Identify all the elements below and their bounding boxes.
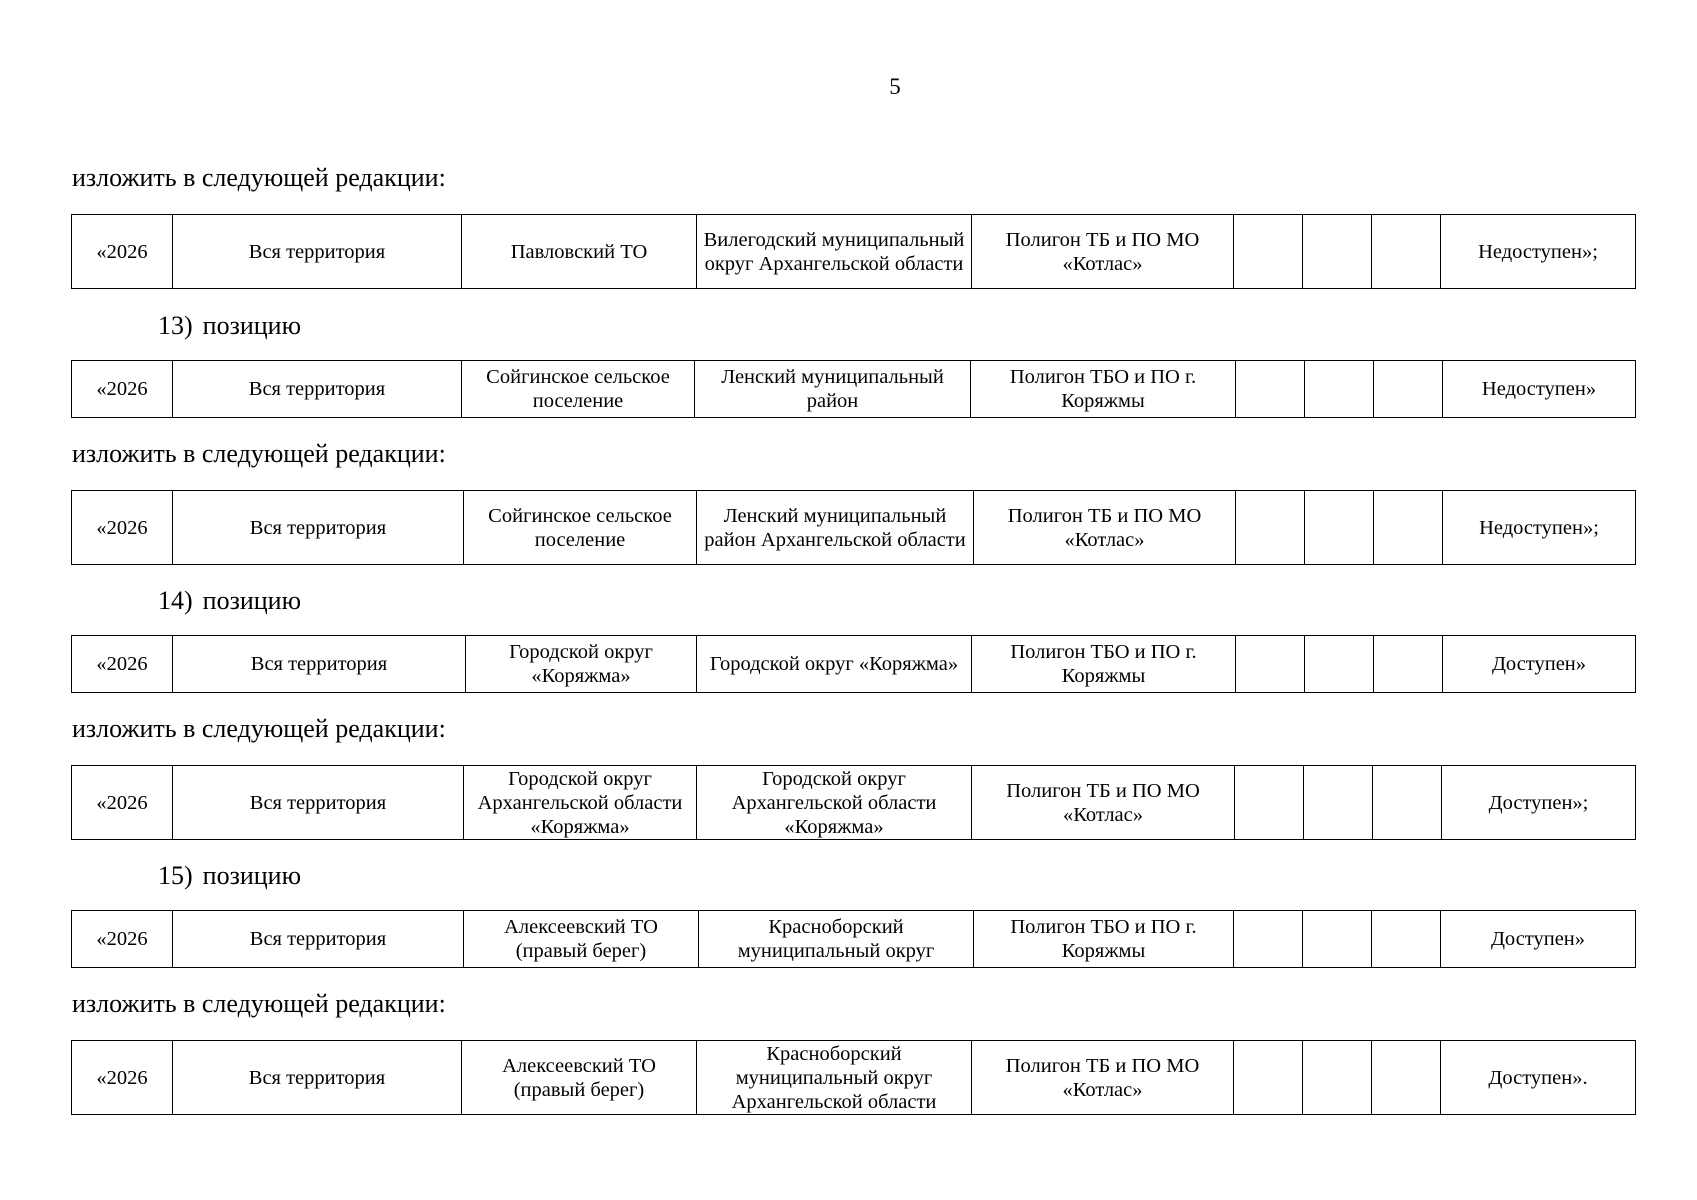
territory-cell: Вся территория	[173, 215, 462, 289]
landfill-cell: Полигон ТБ и ПО МО «Котлас»	[972, 766, 1235, 840]
table-row	[72, 491, 1636, 565]
register-table	[71, 490, 1636, 565]
table-row	[72, 911, 1636, 968]
territory-cell: Вся территория	[173, 1041, 462, 1115]
register-table	[71, 635, 1636, 693]
empty-cell	[1234, 911, 1303, 968]
landfill-cell: Полигон ТБ и ПО МО «Котлас»	[972, 215, 1234, 289]
district-cell: Красноборский муниципальный округ Архангельской области	[697, 1041, 972, 1115]
district-cell: Красноборский муниципальный округ	[699, 911, 974, 968]
settlement-cell: Сойгинское сельское поселение	[462, 361, 695, 418]
settlement-cell: Городской округ Архангельской области «Коряжма»	[464, 766, 697, 840]
availability-cell: Доступен».	[1441, 1041, 1636, 1115]
landfill-cell: Полигон ТБ и ПО МО «Котлас»	[972, 1041, 1234, 1115]
empty-cell	[1236, 491, 1305, 565]
landfill-cell: Полигон ТБО и ПО г. Коряжмы	[971, 361, 1236, 418]
empty-cell	[1305, 636, 1374, 693]
settlement-cell: Алексеевский ТО (правый берег)	[464, 911, 699, 968]
territory-cell: Вся территория	[173, 636, 466, 693]
empty-cell	[1374, 491, 1443, 565]
territory-cell: Вся территория	[173, 491, 464, 565]
table-row	[72, 361, 1636, 418]
empty-cell	[1374, 361, 1443, 418]
empty-cell	[1303, 1041, 1372, 1115]
landfill-cell: Полигон ТБО и ПО г. Коряжмы	[974, 911, 1234, 968]
item-number: 15)	[158, 861, 193, 890]
settlement-cell: Павловский ТО	[462, 215, 697, 289]
item-text: позицию	[202, 311, 302, 340]
district-cell: Ленский муниципальный район Архангельской области	[697, 491, 974, 565]
position-item	[158, 586, 301, 616]
empty-cell	[1373, 766, 1442, 840]
empty-cell	[1305, 491, 1374, 565]
availability-cell: Доступен»	[1441, 911, 1636, 968]
intro-text: изложить в следующей редакции:	[72, 989, 446, 1018]
empty-cell	[1303, 911, 1372, 968]
position-item	[158, 861, 301, 891]
empty-cell	[1303, 215, 1372, 289]
territory-cell: Вся территория	[173, 911, 464, 968]
empty-cell	[1304, 766, 1373, 840]
availability-cell: Недоступен»	[1443, 361, 1636, 418]
availability-cell: Доступен»	[1443, 636, 1636, 693]
table-row	[72, 766, 1636, 840]
empty-cell	[1372, 911, 1441, 968]
settlement-cell: Алексеевский ТО (правый берег)	[462, 1041, 697, 1115]
page-number: 5	[889, 74, 901, 99]
table-row	[72, 1041, 1636, 1115]
landfill-cell: Полигон ТБ и ПО МО «Котлас»	[974, 491, 1236, 565]
landfill-cell: Полигон ТБО и ПО г. Коряжмы	[972, 636, 1236, 693]
year-cell: «2026	[72, 911, 173, 968]
year-cell: «2026	[72, 215, 173, 289]
district-cell: Ленский муниципальный район	[695, 361, 971, 418]
empty-cell	[1374, 636, 1443, 693]
year-cell: «2026	[72, 491, 173, 565]
year-cell: «2026	[72, 361, 173, 418]
empty-cell	[1372, 1041, 1441, 1115]
intro-text: изложить в следующей редакции:	[72, 714, 446, 743]
territory-cell: Вся территория	[173, 766, 464, 840]
register-table	[71, 910, 1636, 968]
item-number: 13)	[158, 311, 193, 340]
year-cell: «2026	[72, 766, 173, 840]
empty-cell	[1236, 361, 1305, 418]
year-cell: «2026	[72, 636, 173, 693]
register-table	[71, 765, 1636, 840]
settlement-cell: Сойгинское сельское поселение	[464, 491, 697, 565]
intro-text: изложить в следующей редакции:	[72, 163, 446, 192]
empty-cell	[1305, 361, 1374, 418]
district-cell: Городской округ «Коряжма»	[697, 636, 972, 693]
register-table	[71, 1040, 1636, 1115]
empty-cell	[1234, 1041, 1303, 1115]
register-table	[71, 214, 1636, 289]
item-text: позицию	[202, 861, 302, 890]
item-text: позицию	[202, 586, 302, 615]
table-row	[72, 215, 1636, 289]
table-row	[72, 636, 1636, 693]
availability-cell: Недоступен»;	[1441, 215, 1636, 289]
register-table	[71, 360, 1636, 418]
settlement-cell: Городской округ «Коряжма»	[466, 636, 697, 693]
year-cell: «2026	[72, 1041, 173, 1115]
position-item	[158, 311, 301, 341]
empty-cell	[1372, 215, 1441, 289]
territory-cell: Вся территория	[173, 361, 462, 418]
district-cell: Вилегодский муниципальный округ Архангельской области	[697, 215, 972, 289]
empty-cell	[1234, 215, 1303, 289]
availability-cell: Недоступен»;	[1443, 491, 1636, 565]
intro-text: изложить в следующей редакции:	[72, 439, 446, 468]
empty-cell	[1236, 636, 1305, 693]
availability-cell: Доступен»;	[1442, 766, 1636, 840]
empty-cell	[1235, 766, 1304, 840]
item-number: 14)	[158, 586, 193, 615]
district-cell: Городской округ Архангельской области «Коряжма»	[697, 766, 972, 840]
